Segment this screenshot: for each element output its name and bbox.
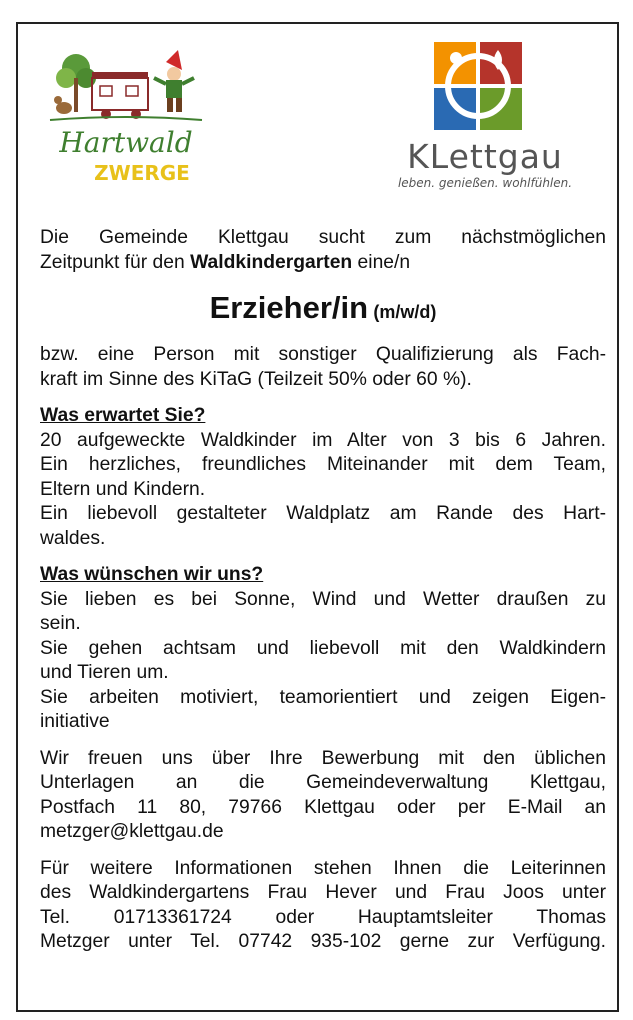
wish-line: initiative [40,711,110,732]
intro-line-1: Die Gemeinde Klettgau sucht zum nächstmöglichen [40,227,606,248]
qualification-line-2: kraft im Sinne des KiTaG (Teilzeit 50% oder 60 %). [40,368,472,390]
section-heading-expectations: Was erwartet Sie? [40,405,206,426]
intro-text-end: eine/n [352,251,411,273]
contact-line: des Waldkindergartens Frau Hever und Frau Joos unter [40,882,606,903]
expectation-line: Ein herzliches, freundliches Miteinander mit dem Team, [40,454,606,475]
application-line: Unterlagen an die Gemeindeverwaltung Klettgau, [40,772,606,793]
wish-line: sein. [40,613,81,634]
expectation-line: 20 aufgeweckte Waldkinder im Alter von 3 bis 6 Jahren. [40,429,606,451]
intro-line-2 [40,251,606,276]
expectation-line: Ein liebevoll gestalteter Waldplatz am Rande des Hart- [40,503,606,524]
job-title-suffix: (m/w/d) [373,302,437,322]
application-email: metzger@klettgau.de [40,821,224,842]
wish-line: Sie arbeiten motiviert, teamorientiert und zeigen Eigen- [40,686,606,708]
logo-header [18,24,617,204]
ad-content [40,226,606,955]
section-heading-wishes: Was wünschen wir uns? [40,564,264,585]
wish-line: Sie lieben es bei Sonne, Wind und Wetter draußen zu [40,588,606,610]
klettgau-tagline: leben. genießen. wohlfühlen. [397,176,573,190]
application-line: Postfach 11 80, 79766 Klettgau oder per E-Mail an [40,796,606,818]
waldkindergarten-bold: Waldkindergarten [190,251,353,273]
contact-line: Tel. 01713361724 oder Hauptamtsleiter Thomas [40,906,606,928]
klettgau-wordmark: KLettgau [407,137,563,176]
hartwald-logo-text: Hartwald [59,126,193,159]
contact-line: Für weitere Informationen stehen Ihnen die Leiterinnen [40,857,606,879]
qualification-line-1: bzw. eine Person mit sonstiger Qualifizierung als Fach- [40,344,606,365]
application-line: Wir freuen uns über Ihre Bewerbung mit den üblichen [40,747,606,769]
job-ad-frame [16,22,619,1012]
wish-line: Sie gehen achtsam und liebevoll mit den Waldkindern [40,637,606,659]
hartwald-zwerge-logo [46,48,206,188]
expectation-line: Eltern und Kindern. [40,478,206,500]
zwerge-logo-text: ZWERGE [94,161,190,185]
job-title-main: Erzieher/in [209,290,369,325]
job-title [40,288,606,333]
intro-text: Zeitpunkt für den [40,251,191,273]
contact-line: Metzger unter Tel. 07742 935-102 gerne zur Verfügung. [40,931,606,952]
expectation-line: waldes. [40,527,106,549]
wish-line: und Tieren um. [40,662,169,683]
